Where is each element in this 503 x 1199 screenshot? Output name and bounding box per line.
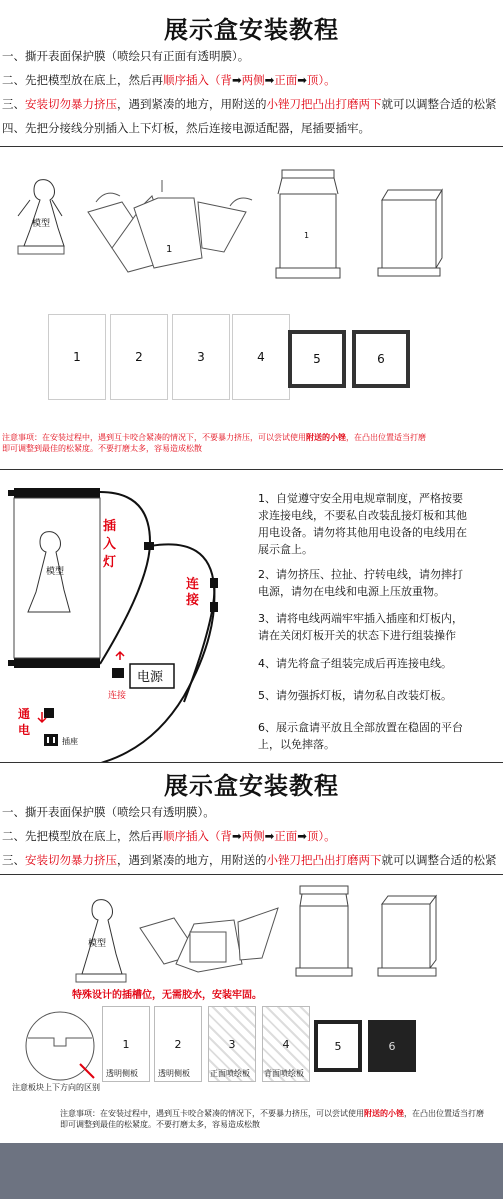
rule-line: 用电设备。请勿将其他用电设备的电线用在 [258, 526, 467, 539]
panel-5: 5 [314, 1020, 362, 1072]
instruction-step: 三、安装切勿暴力挤压，遇到紧凑的地方，用附送的小锉刀把凸出打磨两下就可以调整合适的松紧 [2, 97, 497, 111]
divider [0, 469, 503, 470]
box-assembled-icon [378, 190, 442, 276]
power-on-label: 通电 [18, 707, 31, 737]
rule-line: 请在关闭灯板开关的状态下进行组装操作 [258, 629, 456, 642]
svg-text:1: 1 [166, 244, 173, 255]
instruction-step: 二、先把模型放在底上，然后再顺序插入（背➡两侧➡正面➡顶）。 [2, 73, 336, 87]
divider [0, 146, 503, 147]
model-label: 模型 [46, 567, 65, 577]
box-unfold-icon [140, 908, 278, 972]
box-frame-icon [296, 886, 352, 976]
model-figure-icon [18, 180, 64, 254]
rule-line: 求连接电线，不要私自改装乱接灯板和其他 [258, 509, 467, 522]
instruction-step: 一、撕开表面保护膜（喷绘只有正面有透明膜）。 [2, 49, 250, 63]
panel-6: 6 [352, 330, 410, 388]
panel-6: 6 [368, 1020, 416, 1072]
divider [0, 874, 503, 875]
panel-4: 4 [232, 314, 290, 400]
panel-4: 4 [262, 1006, 310, 1082]
connect-label: 连接 [186, 577, 200, 608]
instruction-step: 三、安装切勿暴力挤压，遇到紧凑的地方，用附送的小锉刀把凸出打磨两下就可以调整合适的松紧 [2, 853, 497, 867]
rule-line: 4、请先将盒子组装完成后再连接电线。 [258, 657, 452, 670]
assembly-figure-2 [0, 878, 503, 988]
insert-char: 插 [103, 519, 117, 534]
model-label: 模型 [32, 219, 51, 229]
panel-2: 2 [154, 1006, 202, 1082]
caution-note: 注意事项：在安装过程中，遇到互卡咬合紧凑的情况下，不要暴力挤压，可以尝试使用附送的小锉，在凸出位置适当打磨 即可调整到最佳的松紧度。不要打磨太多，容易造成松散 [2, 433, 426, 453]
socket-label: 插座 [62, 737, 78, 746]
panel-2: 2 [110, 314, 168, 400]
footer-bar [0, 1143, 503, 1199]
insert-light-label: 插入灯 [103, 519, 117, 570]
divider [0, 762, 503, 763]
box-frame-icon [276, 170, 340, 278]
wiring-diagram [0, 472, 250, 762]
connect-label-2: 连接 [108, 691, 127, 701]
model-label: 模型 [88, 939, 107, 949]
rule-line: 上，以免摔落。 [258, 738, 335, 751]
rule-line: 6、展示盒请平放且全部放置在稳固的平台 [258, 721, 463, 734]
panel-caption: 背面喷绘板 [264, 1069, 304, 1078]
rule-line: 2、请勿挤压、拉扯、拧转电线，请勿摔打 [258, 568, 463, 581]
box-unfold-icon [88, 180, 252, 272]
slot-caption: 特殊设计的插槽位，无需胶水，安装牢固。 [72, 990, 262, 1001]
direction-caption: 注意板块上下方向的区别 [12, 1083, 100, 1092]
rule-line: 电源，请勿在电线和电源上压放重物。 [258, 585, 445, 598]
panel-5: 5 [288, 330, 346, 388]
panel-1: 1 [48, 314, 106, 400]
panel-caption: 透明侧板 [158, 1069, 190, 1078]
page-title: 展示盒安装教程 [164, 16, 339, 44]
panel-caption: 正面喷绘板 [210, 1069, 250, 1078]
slot-detail-icon [20, 1008, 100, 1084]
rule-line: 3、请将电线两端牢牢插入插座和灯板内， [258, 612, 463, 625]
rule-line: 展示盒上。 [258, 543, 313, 556]
rule-line: 1、自觉遵守安全用电规章制度，严格按要 [258, 492, 463, 505]
panel-caption: 透明侧板 [106, 1069, 138, 1078]
panel-3: 3 [208, 1006, 256, 1082]
rule-line: 5、请勿强拆灯板，请勿私自改装灯板。 [258, 689, 452, 702]
caution-note-2: 注意事项：在安装过程中，遇到互卡咬合紧凑的情况下，不要暴力挤压，可以尝试使用附送的小锉，在凸出位置适当打磨 即可调整到最佳的松紧度。不要打磨太多，容易造成松散 [60, 1109, 484, 1129]
box-assembled-icon [378, 896, 436, 976]
panel-3: 3 [172, 314, 230, 400]
instruction-step: 四、先把分接线分别插入上下灯板，然后连接电源适配器，尾插要插牢。 [2, 121, 370, 135]
instruction-step: 二、先把模型放在底上，然后再顺序插入（背➡两侧➡正面➡顶）。 [2, 829, 336, 843]
panel-1: 1 [102, 1006, 150, 1082]
page-title-2: 展示盒安装教程 [164, 772, 339, 800]
instruction-step: 一、撕开表面保护膜（喷绘只有透明膜）。 [2, 805, 215, 819]
assembly-figure [0, 150, 503, 300]
svg-text:1: 1 [304, 231, 310, 240]
power-label: 电源 [137, 670, 164, 685]
socket-icon [44, 734, 58, 746]
